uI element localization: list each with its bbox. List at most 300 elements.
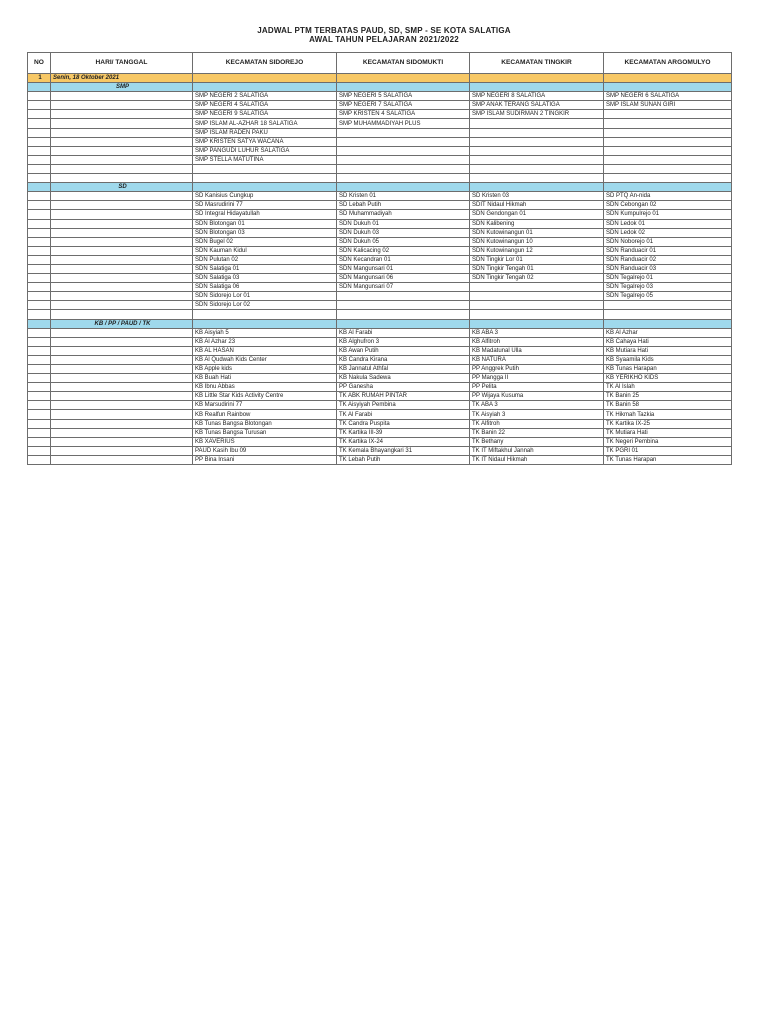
section-row-cell [28,183,51,192]
section-row-cell [470,319,604,328]
table-cell [604,301,732,310]
table-cell-empty [51,328,193,337]
table-cell [604,146,732,155]
table-row [28,446,732,455]
table-cell: TK Banin 25 [604,392,732,401]
table-cell: TK IT Nidaul Hikmah [470,455,604,464]
table-cell: SDN Pulutan 02 [193,255,337,264]
table-cell-empty [51,374,193,383]
table-cell: TK Hikmah Tazkia [604,410,732,419]
table-row [28,164,732,173]
table-cell: SMP ISLAM SUNAN GIRI [604,101,732,110]
table-cell: KB Al Qudwah Kids Center [193,355,337,364]
table-cell: TK Banin 58 [604,401,732,410]
section-row-cell [28,83,51,92]
table-cell: KB Aisyiah 5 [193,328,337,337]
table-cell-empty [28,346,51,355]
table-cell: SMP STELLA MATUTINA [193,155,337,164]
table-cell [470,137,604,146]
table-cell-empty [51,292,193,301]
table-row [28,110,732,119]
table-cell-empty [28,164,51,173]
table-cell: KB Al Azhar 23 [193,337,337,346]
table-row [28,146,732,155]
section-row-cell [337,183,470,192]
table-cell [193,310,337,319]
table-cell-empty [51,455,193,464]
table-cell: SDN Noborejo 01 [604,237,732,246]
table-cell-empty [28,328,51,337]
table-cell: PP Mangga II [470,374,604,383]
table-row [28,283,732,292]
table-cell [193,174,337,183]
date-row-cell [470,74,604,83]
table-cell: TK Aisyiah 3 [470,410,604,419]
table-row [28,264,732,273]
table-cell-empty [28,455,51,464]
schedule-table [27,52,732,465]
table-cell-empty [28,237,51,246]
table-row [28,292,732,301]
table-cell: SDN Bugel 02 [193,237,337,246]
table-cell: TK Kartika IX-25 [604,419,732,428]
table-cell [470,146,604,155]
table-cell: SD Integral Hidayatullah [193,210,337,219]
table-cell: KB Awan Putih [337,346,470,355]
table-cell: KB Realfun Rainbow [193,410,337,419]
table-cell-empty [28,201,51,210]
table-row [28,228,732,237]
table-cell-empty [51,264,193,273]
table-cell-empty [28,446,51,455]
section-row-cell [604,83,732,92]
table-cell: PAUD Kasih Ibu 09 [193,446,337,455]
table-cell [337,137,470,146]
table-cell: KB Al Farabi [337,328,470,337]
table-cell: KB ABA 3 [470,328,604,337]
table-cell-empty [51,274,193,283]
table-row [28,392,732,401]
table-cell: SMP ISLAM SUDIRMAN 2 TINGKIR [470,110,604,119]
table-row [28,337,732,346]
table-row [28,346,732,355]
table-cell [337,174,470,183]
table-cell: SMP NEGERI 6 SALATIGA [604,92,732,101]
table-row [28,401,732,410]
table-cell: SDN Tegalrejo 01 [604,274,732,283]
table-cell-empty [28,437,51,446]
table-cell: SDN Blotongan 03 [193,228,337,237]
table-cell: SDN Tingkir Tengah 02 [470,274,604,283]
table-row [28,437,732,446]
section-row-cell [604,319,732,328]
table-cell: SDN Tingkir Tengah 01 [470,264,604,273]
table-row [28,155,732,164]
table-cell: KB Madatunal Ulla [470,346,604,355]
table-cell: SMP ANAK TERANG SALATIGA [470,101,604,110]
table-cell-empty [28,255,51,264]
table-cell: SMP ISLAM AL-AZHAR 18 SALATIGA [193,119,337,128]
table-cell: SDN Kalicacing 02 [337,246,470,255]
table-cell: TK Al Islah [604,383,732,392]
table-cell: PP Anggrek Putih [470,365,604,374]
table-cell [604,164,732,173]
table-row [28,201,732,210]
header-argomulyo: KECAMATAN ARGOMULYO [604,53,732,74]
table-cell: KB Tunas Bangsa Blotongan [193,419,337,428]
table-cell: KB Jannatul Athfal [337,365,470,374]
table-cell-empty [28,119,51,128]
table-cell: SDN Ledok 02 [604,228,732,237]
table-row [28,455,732,464]
table-cell: SDN Kauman Kidul [193,246,337,255]
table-cell: SMP PANGUDI LUHUR SALATIGA [193,146,337,155]
table-cell [470,164,604,173]
table-cell: SMP NEGERI 5 SALATIGA [337,92,470,101]
table-cell: SDN Kecandran 01 [337,255,470,264]
table-row [28,328,732,337]
table-cell: SD Kristen 01 [337,192,470,201]
table-cell-empty [51,346,193,355]
document-title: JADWAL PTM TERBATAS PAUD, SD, SMP - SE KOTA SALATIGA [257,26,511,35]
table-cell-empty [28,219,51,228]
section-label: SMP [51,83,193,92]
section-row-cell [470,183,604,192]
table-cell-empty [28,374,51,383]
table-cell: SDN Gendongan 01 [470,210,604,219]
table-cell: KB Buah Hati [193,374,337,383]
table-cell: TK Aisyiyah Pembina [337,401,470,410]
table-cell: TK Lebah Putih [337,455,470,464]
table-cell-empty [28,274,51,283]
table-cell-empty [28,410,51,419]
table-cell: SDN Kalibening [470,219,604,228]
table-row [28,101,732,110]
table-cell: KB YERIKHO KIDS [604,374,732,383]
table-cell-empty [51,237,193,246]
table-cell: SDN Kumpulrejo 01 [604,210,732,219]
table-row [28,192,732,201]
table-cell: TK Candra Puspita [337,419,470,428]
table-cell: KB Apple kids [193,365,337,374]
header-sidorejo: KECAMATAN SIDOREJO [193,53,337,74]
section-row-cell [193,183,337,192]
date-row-cell [193,74,337,83]
table-cell [604,174,732,183]
table-cell: TK Kemala Bhayangkari 31 [337,446,470,455]
table-cell [470,119,604,128]
table-cell-empty [28,174,51,183]
table-row [28,174,732,183]
table-cell-empty [51,164,193,173]
table-cell: SMP MUHAMMADIYAH PLUS [337,119,470,128]
document-subtitle: AWAL TAHUN PELAJARAN 2021/2022 [309,35,459,44]
date-row-cell [337,74,470,83]
table-cell-empty [51,255,193,264]
table-cell-empty [51,392,193,401]
table-cell [337,292,470,301]
date-row-cell [604,74,732,83]
table-row [28,428,732,437]
table-cell-empty [28,128,51,137]
table-cell: PP Wijaya Kusuma [470,392,604,401]
table-cell-empty [51,128,193,137]
table-row [28,128,732,137]
table-cell: PP Ganesha [337,383,470,392]
table-cell [470,283,604,292]
table-cell: TK Negeri Pembina [604,437,732,446]
table-body [28,74,732,465]
table-cell-empty [28,110,51,119]
table-cell [470,292,604,301]
table-cell-empty [28,392,51,401]
table-cell-empty [51,337,193,346]
section-label: SD [51,183,193,192]
table-row [28,410,732,419]
table-cell-empty [51,437,193,446]
header-tingkir: KECAMATAN TINGKIR [470,53,604,74]
table-cell-empty [51,210,193,219]
table-cell: TK Tunas Harapan [604,455,732,464]
table-cell: KB Candra Kirana [337,355,470,364]
table-cell: SDN Tegalrejo 05 [604,292,732,301]
table-cell: SDN Dukuh 05 [337,237,470,246]
table-cell [604,128,732,137]
table-cell-empty [51,119,193,128]
table-cell: SDN Randuacir 01 [604,246,732,255]
table-cell: TK ABA 3 [470,401,604,410]
table-cell-empty [51,201,193,210]
table-cell-empty [51,283,193,292]
table-cell-empty [28,228,51,237]
table-cell: KB NATURA [470,355,604,364]
table-cell [337,164,470,173]
table-cell: KB Marsudirini 77 [193,401,337,410]
table-cell: TK Kartika IX-24 [337,437,470,446]
table-row [28,255,732,264]
table-cell-empty [51,155,193,164]
date-row-day: Senin, 18 Oktober 2021 [51,74,193,83]
table-cell: SDN Randuacir 03 [604,264,732,273]
header-no: NO [28,53,51,74]
table-cell [470,301,604,310]
section-row-cell [193,319,337,328]
table-cell: SMP NEGERI 7 SALATIGA [337,101,470,110]
table-cell [337,155,470,164]
section-row [28,83,732,92]
section-row [28,183,732,192]
table-cell-empty [51,428,193,437]
table-cell: SMP NEGERI 9 SALATIGA [193,110,337,119]
table-row [28,310,732,319]
table-cell: SDN Cebongan 02 [604,201,732,210]
date-row-no: 1 [28,74,51,83]
table-cell-empty [28,292,51,301]
table-cell-empty [28,355,51,364]
table-cell [337,301,470,310]
table-cell: SD Masrudirini 77 [193,201,337,210]
table-row [28,137,732,146]
table-row [28,92,732,101]
table-cell-empty [28,310,51,319]
table-cell [470,174,604,183]
table-cell-empty [28,246,51,255]
table-cell-empty [51,137,193,146]
table-cell-empty [28,365,51,374]
table-cell [604,155,732,164]
table-cell-empty [28,155,51,164]
table-cell: KB Mutiara Hati [604,346,732,355]
table-cell-empty [51,446,193,455]
table-cell: TK IT Miftakhul Jannah [470,446,604,455]
section-row-cell [337,83,470,92]
table-cell: KB Syaamila Kids [604,355,732,364]
table-cell: KB Al Azhar [604,328,732,337]
table-cell-empty [28,337,51,346]
table-cell [604,310,732,319]
table-cell: SDN Mangunsari 07 [337,283,470,292]
table-cell: KB XAVERIUS [193,437,337,446]
table-row [28,365,732,374]
table-cell: SD Kristen 03 [470,192,604,201]
table-cell-empty [51,401,193,410]
table-cell: KB Nakula Sadewa [337,374,470,383]
table-cell [470,155,604,164]
table-cell: SDN Blotongan 01 [193,219,337,228]
table-cell: TK PGRI 01 [604,446,732,455]
table-cell: TK Al Farabi [337,410,470,419]
table-row [28,219,732,228]
table-cell: SDN Salatiga 03 [193,274,337,283]
table-cell: SDN Tingkir Lor 01 [470,255,604,264]
table-cell: SMP KRISTEN 4 SALATIGA [337,110,470,119]
table-cell: SDN Mangunsari 06 [337,274,470,283]
header-sidomukti: KECAMATAN SIDOMUKTI [337,53,470,74]
table-cell-empty [51,228,193,237]
section-row-cell [193,83,337,92]
table-cell [337,146,470,155]
table-row [28,374,732,383]
table-cell: TK Alfitroh [470,419,604,428]
table-cell: SDN Salatiga 06 [193,283,337,292]
table-cell-empty [28,301,51,310]
section-row-cell [28,319,51,328]
section-row-cell [470,83,604,92]
table-cell [337,310,470,319]
table-cell [470,128,604,137]
table-cell: SMP ISLAM RADEN PAKU [193,128,337,137]
table-row [28,419,732,428]
table-cell-empty [28,264,51,273]
date-row [28,74,732,83]
table-cell-empty [51,174,193,183]
table-row [28,355,732,364]
table-cell: KB Cahaya Hati [604,337,732,346]
table-cell: SMP NEGERI 2 SALATIGA [193,92,337,101]
table-cell: KB Alfitroh [470,337,604,346]
table-cell-empty [28,92,51,101]
table-cell: SD Muhammadiyah [337,210,470,219]
section-row [28,319,732,328]
table-cell: TK Kartika III-39 [337,428,470,437]
table-cell: KB Alghufron 3 [337,337,470,346]
table-row [28,301,732,310]
table-cell: SDN Sidorejo Lor 01 [193,292,337,301]
table-cell: KB Tunas Bangsa Turusan [193,428,337,437]
table-cell [470,310,604,319]
table-cell-empty [51,101,193,110]
table-cell: KB Tunas Harapan [604,365,732,374]
table-cell: SDN Dukuh 01 [337,219,470,228]
table-cell-empty [51,410,193,419]
table-row [28,246,732,255]
table-cell: SDN Sidorejo Lor 02 [193,301,337,310]
table-cell: PP Bina Insani [193,455,337,464]
table-cell-empty [28,210,51,219]
table-cell-empty [28,428,51,437]
header-day: HARI/ TANGGAL [51,53,193,74]
table-cell-empty [51,419,193,428]
table-cell-empty [51,310,193,319]
table-cell-empty [28,146,51,155]
table-cell-empty [51,383,193,392]
table-cell: KB Little Star Kids Activity Centre [193,392,337,401]
table-cell: TK Banin 22 [470,428,604,437]
table-cell: PP Pelita [470,383,604,392]
section-row-cell [337,319,470,328]
table-cell-empty [51,355,193,364]
table-cell-empty [51,219,193,228]
table-cell [337,128,470,137]
table-cell: SDN Salatiga 01 [193,264,337,273]
table-cell: SMP KRISTEN SATYA WACANA [193,137,337,146]
table-cell: KB AL HASAN [193,346,337,355]
table-cell: SMP NEGERI 8 SALATIGA [470,92,604,101]
table-cell-empty [51,110,193,119]
table-cell: SDN Kutowinangun 01 [470,228,604,237]
table-cell-empty [51,146,193,155]
table-cell: SDN Kutowinangun 12 [470,246,604,255]
table-cell: SD PTQ An-nida [604,192,732,201]
table-cell: SDN Tegalrejo 03 [604,283,732,292]
table-cell-empty [28,192,51,201]
table-header [28,53,732,74]
table-cell: TK Mutiara Hati [604,428,732,437]
table-row [28,119,732,128]
table-cell: TK ABK RUMAH PINTAR [337,392,470,401]
table-cell: SDIT Nidaul Hikmah [470,201,604,210]
header-row [28,53,732,74]
section-label: KB / PP / PAUD / TK [51,319,193,328]
table-cell-empty [51,192,193,201]
table-cell [604,137,732,146]
table-row [28,237,732,246]
table-cell-empty [51,301,193,310]
table-row [28,210,732,219]
table-row [28,274,732,283]
table-cell: SD Kanisius Cungkup [193,192,337,201]
table-cell: KB Ibnu Abbas [193,383,337,392]
table-cell [604,119,732,128]
table-cell-empty [28,101,51,110]
table-row [28,383,732,392]
table-cell: TK Bethany [470,437,604,446]
table-cell: SDN Mangunsari 01 [337,264,470,273]
table-cell-empty [28,401,51,410]
table-cell [604,110,732,119]
table-cell-empty [51,246,193,255]
table-cell-empty [28,283,51,292]
